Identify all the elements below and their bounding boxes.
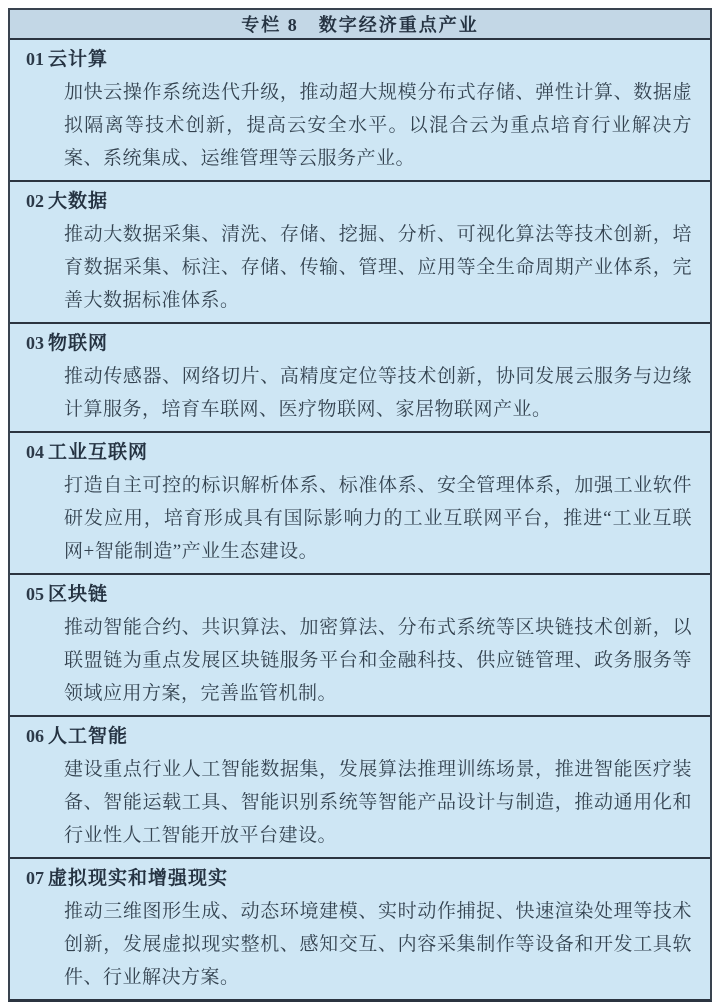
section-title: 大数据 (48, 191, 109, 212)
section-title: 云计算 (48, 49, 109, 70)
section-description: 推动传感器、网络切片、高精度定位等技术创新，协同发展云服务与边缘计算服务，培育车联网、医疗物联网、家居物联网产业。 (64, 366, 692, 420)
section-number: 06 (26, 726, 44, 746)
section-title-row (10, 862, 710, 895)
section-title: 物联网 (48, 333, 109, 354)
section-number: 04 (26, 442, 44, 462)
section-industrial-internet (10, 433, 710, 575)
section-big-data (10, 182, 710, 324)
section-iot (10, 324, 710, 433)
section-blockchain (10, 575, 710, 717)
section-description: 推动大数据采集、清洗、存储、挖掘、分析、可视化算法等技术创新，培育数据采集、标注、存储、传输、管理、应用等全生命周期产业体系，完善大数据标准体系。 (64, 224, 692, 311)
section-title-row (10, 578, 710, 611)
section-number: 05 (26, 584, 44, 604)
section-title-row (10, 43, 710, 76)
section-title-row (10, 720, 710, 753)
section-title-row (10, 436, 710, 469)
section-number: 03 (26, 333, 44, 353)
section-cloud-computing (10, 40, 710, 182)
section-title-row (10, 185, 710, 218)
section-title-row (10, 327, 710, 360)
section-ai (10, 717, 710, 859)
section-description: 推动三维图形生成、动态环境建模、实时动作捕捉、快速渲染处理等技术创新，发展虚拟现实整机、感知交互、内容采集制作等设备和开发工具软件、行业解决方案。 (64, 901, 692, 988)
section-description: 建设重点行业人工智能数据集，发展算法推理训练场景，推进智能医疗装备、智能运载工具、智能识别系统等智能产品设计与制造，推动通用化和行业性人工智能开放平台建设。 (64, 759, 692, 846)
section-number: 01 (26, 49, 44, 69)
box-body (10, 40, 710, 999)
section-title: 人工智能 (48, 726, 129, 747)
section-title: 工业互联网 (48, 442, 149, 463)
section-number: 02 (26, 191, 44, 211)
section-description: 打造自主可控的标识解析体系、标准体系、安全管理体系，加强工业软件研发应用，培育形成具有国际影响力的工业互联网平台，推进“工业互联网+智能制造”产业生态建设。 (64, 475, 692, 562)
section-title: 区块链 (48, 584, 109, 605)
box-title: 专栏 8 数字经济重点产业 (10, 10, 710, 40)
section-number: 07 (26, 868, 44, 888)
feature-box (8, 8, 712, 1002)
section-description: 加快云操作系统迭代升级，推动超大规模分布式存储、弹性计算、数据虚拟隔离等技术创新，提高云安全水平。以混合云为重点培育行业解决方案、系统集成、运维管理等云服务产业。 (64, 82, 692, 169)
section-vr-ar (10, 859, 710, 999)
section-title: 虚拟现实和增强现实 (48, 868, 229, 889)
section-description: 推动智能合约、共识算法、加密算法、分布式系统等区块链技术创新，以联盟链为重点发展区块链服务平台和金融科技、供应链管理、政务服务等领域应用方案，完善监管机制。 (64, 617, 692, 704)
